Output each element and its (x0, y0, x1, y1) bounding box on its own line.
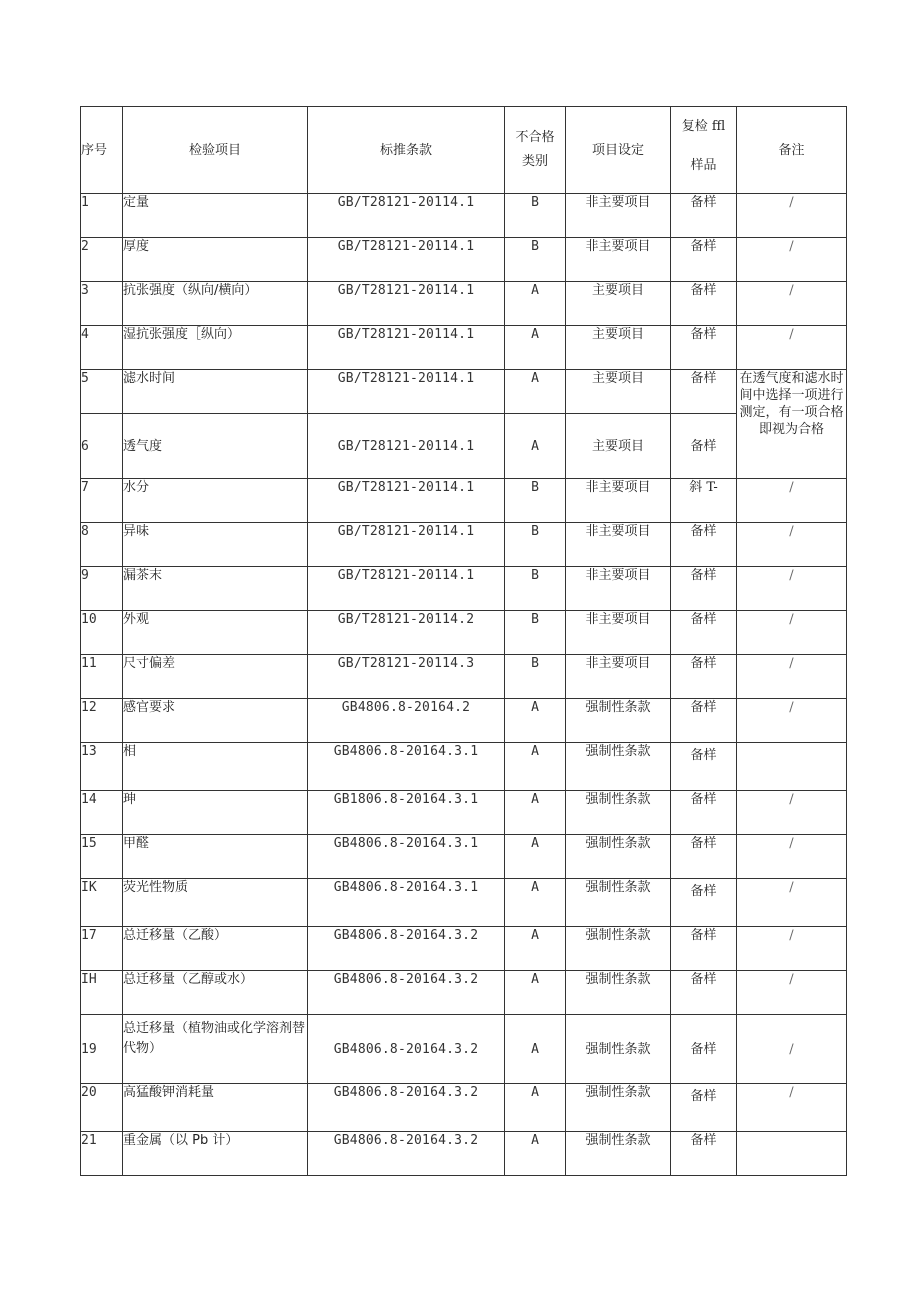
table-row (81, 1015, 847, 1084)
cell-item: 外观 (123, 611, 308, 655)
cell-note: / (737, 567, 847, 611)
cell-note: / (737, 1084, 847, 1132)
cell-category: B (505, 523, 566, 567)
cell-item: 荧光性物质 (123, 879, 308, 927)
cell-setting: 强制性条款 (566, 835, 671, 879)
cell-setting: 强制性条款 (566, 791, 671, 835)
cell-category: A (505, 791, 566, 835)
cell-note: / (737, 971, 847, 1015)
table-row (81, 699, 847, 743)
header-category-line2: 类别 (521, 154, 548, 169)
cell-setting: 非主要项目 (566, 479, 671, 523)
cell-sample: 备样 (671, 523, 737, 567)
cell-setting: 强制性条款 (566, 971, 671, 1015)
cell-sample: 备样 (671, 414, 737, 479)
cell-seq: 15 (81, 835, 123, 879)
cell-setting: 强制性条款 (566, 1015, 671, 1084)
cell-standard: GB/T28121-20114.3 (308, 655, 505, 699)
cell-item: 总迁移量（乙醇或水） (123, 971, 308, 1015)
cell-category: A (505, 743, 566, 791)
cell-category: B (505, 238, 566, 282)
cell-setting: 主要项目 (566, 282, 671, 326)
cell-standard: GB4806.8-20164.3.1 (308, 835, 505, 879)
cell-seq: 5 (81, 370, 123, 414)
cell-seq: 8 (81, 523, 123, 567)
cell-note-merged: 在透气度和滤水时间中选择一项进行测定，有一项合格即视为合格 (737, 370, 847, 479)
cell-standard: GB4806.8-20164.3.2 (308, 1084, 505, 1132)
cell-sample: 备样 (671, 655, 737, 699)
cell-standard: GB4806.8-20164.3.2 (308, 1132, 505, 1176)
cell-item: 漏茶末 (123, 567, 308, 611)
cell-sample: 备样 (671, 1084, 737, 1132)
cell-category: A (505, 927, 566, 971)
table-row (81, 238, 847, 282)
cell-setting: 非主要项目 (566, 655, 671, 699)
cell-sample: 备样 (671, 194, 737, 238)
cell-item: 重金属（以 Pb 计） (123, 1132, 308, 1176)
cell-seq: 13 (81, 743, 123, 791)
cell-note (737, 1132, 847, 1176)
cell-category: A (505, 835, 566, 879)
table-row (81, 567, 847, 611)
cell-setting: 非主要项目 (566, 523, 671, 567)
header-note: 备注 (737, 107, 847, 194)
cell-note: / (737, 326, 847, 370)
table-row (81, 414, 847, 479)
cell-sample: 备样 (671, 791, 737, 835)
cell-setting: 主要项目 (566, 370, 671, 414)
cell-standard: GB/T28121-20114.1 (308, 326, 505, 370)
cell-note (737, 743, 847, 791)
cell-seq: 3 (81, 282, 123, 326)
cell-standard: GB/T28121-20114.1 (308, 370, 505, 414)
cell-seq: 2 (81, 238, 123, 282)
header-category-line1: 不合格 (515, 130, 555, 145)
cell-note: / (737, 479, 847, 523)
cell-item: 总迁移量（乙酸） (123, 927, 308, 971)
cell-category: B (505, 194, 566, 238)
header-item: 检验项目 (123, 107, 308, 194)
cell-sample: 斜 T- (671, 479, 737, 523)
cell-seq: 21 (81, 1132, 123, 1176)
cell-note: / (737, 927, 847, 971)
table-row (81, 879, 847, 927)
cell-item: 滤水时间 (123, 370, 308, 414)
cell-note: / (737, 835, 847, 879)
cell-setting: 非主要项目 (566, 194, 671, 238)
table-row (81, 927, 847, 971)
table-row (81, 479, 847, 523)
inspection-table (80, 106, 847, 1176)
cell-seq: 12 (81, 699, 123, 743)
cell-category: A (505, 879, 566, 927)
cell-item: 高猛酸钾消耗量 (123, 1084, 308, 1132)
cell-seq: 14 (81, 791, 123, 835)
cell-note: / (737, 879, 847, 927)
cell-item: 透气度 (123, 414, 308, 479)
header-setting: 项目设定 (566, 107, 671, 194)
cell-seq: 19 (81, 1015, 123, 1084)
cell-note: / (737, 655, 847, 699)
table-row (81, 282, 847, 326)
cell-setting: 强制性条款 (566, 1132, 671, 1176)
cell-note: / (737, 523, 847, 567)
table-row (81, 1132, 847, 1176)
cell-standard: GB4806.8-20164.3.2 (308, 1015, 505, 1084)
cell-category: B (505, 567, 566, 611)
cell-sample: 备样 (671, 326, 737, 370)
cell-item: 厚度 (123, 238, 308, 282)
cell-category: A (505, 282, 566, 326)
cell-category: A (505, 370, 566, 414)
cell-note: / (737, 194, 847, 238)
cell-note: / (737, 238, 847, 282)
cell-standard: GB4806.8-20164.3.2 (308, 927, 505, 971)
cell-setting: 非主要项目 (566, 567, 671, 611)
header-recheck (671, 107, 737, 194)
cell-sample: 备样 (671, 370, 737, 414)
header-row (81, 107, 847, 194)
cell-standard: GB/T28121-20114.1 (308, 479, 505, 523)
cell-seq: 20 (81, 1084, 123, 1132)
table-row (81, 791, 847, 835)
cell-category: B (505, 611, 566, 655)
cell-standard: GB4806.8-20164.3.1 (308, 879, 505, 927)
cell-sample: 备样 (671, 282, 737, 326)
cell-standard: GB4806.8-20164.2 (308, 699, 505, 743)
cell-setting: 强制性条款 (566, 1084, 671, 1132)
cell-standard: GB/T28121-20114.1 (308, 194, 505, 238)
cell-seq: 9 (81, 567, 123, 611)
cell-sample: 备样 (671, 1015, 737, 1084)
table-row (81, 971, 847, 1015)
cell-item: 珅 (123, 791, 308, 835)
cell-sample: 备样 (671, 879, 737, 927)
cell-note: / (737, 611, 847, 655)
cell-category: A (505, 1084, 566, 1132)
cell-item: 定量 (123, 194, 308, 238)
cell-seq: 17 (81, 927, 123, 971)
cell-standard: GB4806.8-20164.3.1 (308, 743, 505, 791)
header-standard: 标推条款 (308, 107, 505, 194)
cell-setting: 主要项目 (566, 326, 671, 370)
cell-item: 异味 (123, 523, 308, 567)
cell-sample: 备样 (671, 743, 737, 791)
cell-setting: 强制性条款 (566, 699, 671, 743)
cell-setting: 强制性条款 (566, 743, 671, 791)
cell-item: 总迁移量（植物油或化学溶剂替代物） (123, 1015, 308, 1084)
cell-sample: 备样 (671, 567, 737, 611)
cell-item: 湿抗张强度［纵向） (123, 326, 308, 370)
table-row (81, 611, 847, 655)
cell-category: A (505, 326, 566, 370)
cell-seq: 4 (81, 326, 123, 370)
table-row (81, 523, 847, 567)
cell-standard: GB/T28121-20114.1 (308, 523, 505, 567)
cell-seq: 10 (81, 611, 123, 655)
cell-standard: GB/T28121-20114.2 (308, 611, 505, 655)
cell-item: 甲醛 (123, 835, 308, 879)
cell-seq: 1 (81, 194, 123, 238)
cell-standard: GB/T28121-20114.1 (308, 567, 505, 611)
cell-note: / (737, 282, 847, 326)
cell-note: / (737, 699, 847, 743)
cell-setting: 强制性条款 (566, 927, 671, 971)
cell-category: B (505, 479, 566, 523)
cell-category: A (505, 1132, 566, 1176)
cell-standard: GB/T28121-20114.1 (308, 414, 505, 479)
cell-category: A (505, 971, 566, 1015)
cell-category: B (505, 655, 566, 699)
table-row (81, 1084, 847, 1132)
cell-item: 相 (123, 743, 308, 791)
table-row (81, 743, 847, 791)
header-seq: 序号 (81, 107, 123, 194)
cell-setting: 主要项目 (566, 414, 671, 479)
header-recheck-line1: 复检 ffl (681, 119, 726, 134)
cell-standard: GB/T28121-20114.1 (308, 282, 505, 326)
header-recheck-line2: 样品 (690, 158, 717, 173)
cell-sample: 备样 (671, 1132, 737, 1176)
table-row (81, 370, 847, 414)
cell-sample: 备样 (671, 699, 737, 743)
table-row (81, 326, 847, 370)
cell-sample: 备样 (671, 238, 737, 282)
cell-category: A (505, 699, 566, 743)
cell-item: 尺寸偏差 (123, 655, 308, 699)
cell-sample: 备样 (671, 835, 737, 879)
cell-standard: GB4806.8-20164.3.2 (308, 971, 505, 1015)
cell-standard: GB/T28121-20114.1 (308, 238, 505, 282)
cell-seq: 6 (81, 414, 123, 479)
table-row (81, 194, 847, 238)
cell-setting: 强制性条款 (566, 879, 671, 927)
cell-sample: 备样 (671, 927, 737, 971)
cell-sample: 备样 (671, 971, 737, 1015)
table-row (81, 655, 847, 699)
cell-item: 水分 (123, 479, 308, 523)
cell-category: A (505, 414, 566, 479)
cell-standard: GB1806.8-20164.3.1 (308, 791, 505, 835)
cell-note: / (737, 1015, 847, 1084)
cell-seq: 7 (81, 479, 123, 523)
cell-setting: 非主要项目 (566, 238, 671, 282)
cell-setting: 非主要项目 (566, 611, 671, 655)
cell-category: A (505, 1015, 566, 1084)
cell-seq: IK (81, 879, 123, 927)
cell-seq: 11 (81, 655, 123, 699)
cell-note: / (737, 791, 847, 835)
cell-item: 感官要求 (123, 699, 308, 743)
header-category (505, 107, 566, 194)
table-row (81, 835, 847, 879)
cell-sample: 备样 (671, 611, 737, 655)
cell-item: 抗张强度（纵向/横向） (123, 282, 308, 326)
cell-seq: IH (81, 971, 123, 1015)
